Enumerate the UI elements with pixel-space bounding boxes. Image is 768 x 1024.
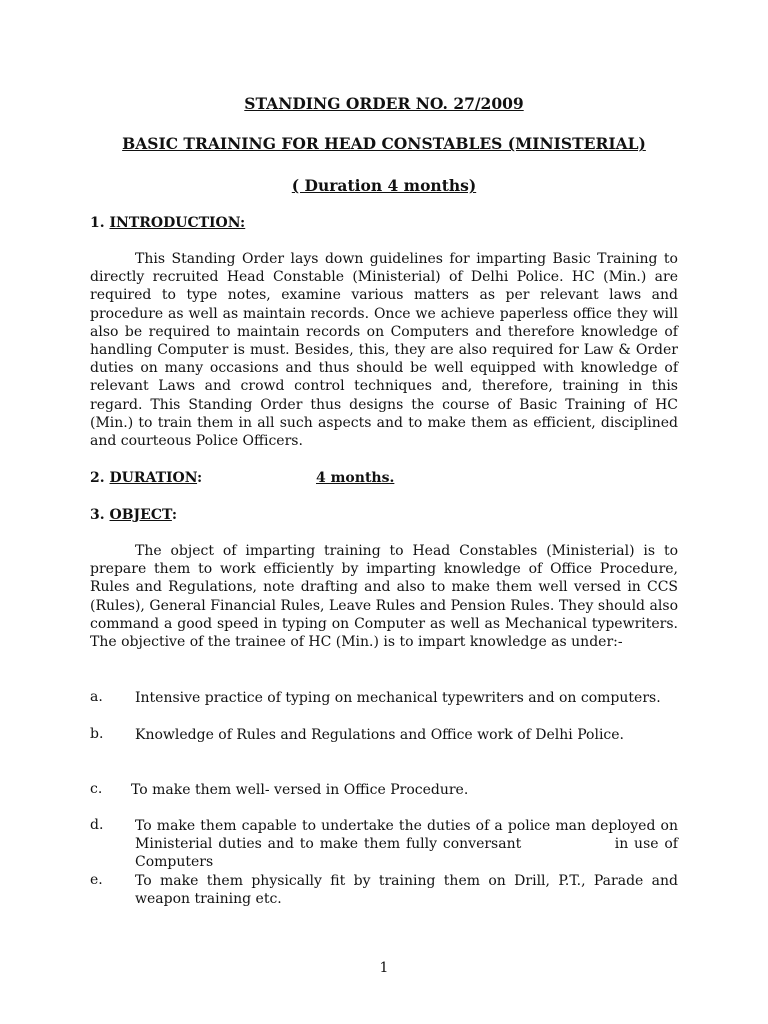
list-item-text: Knowledge of Rules and Regulations and Office work of Delhi Police. [135, 727, 625, 743]
list-item-letter: c. [90, 781, 103, 797]
section-heading-text: INTRODUCTION: [109, 215, 246, 231]
document-title: STANDING ORDER NO. 27/2009 [244, 94, 524, 113]
section-heading-text: DURATION [109, 470, 198, 486]
list-item-letter: e. [90, 872, 103, 888]
section-object-heading [90, 507, 177, 523]
document-subtitle: BASIC TRAINING FOR HEAD CONSTABLES (MINISTERIAL) [122, 134, 646, 153]
object-paragraph: The object of imparting training to Head Constables (Ministerial) is to prepare them to work efficiently by imparting knowledge of Office Procedure, Rules and Regulations, note drafting and also to make them well versed in CCS (Rules), General Financial Rules, Leave Rules and Pension Rules. They should also command a good speed in typing on Computer as well as Mechanical typewriters. The objective of the trainee of HC (Min.) is to impart knowledge as under:- [90, 543, 678, 651]
list-item-text: To make them physically fit by training them on Drill, P.T., Parade and weapon training etc. [135, 873, 678, 907]
page-number: 1 [379, 960, 389, 976]
list-item-letter: b. [90, 726, 104, 742]
duration-heading: ( Duration 4 months) [291, 176, 477, 195]
section-heading-colon: : [197, 470, 203, 486]
list-item-letter: a. [90, 689, 103, 705]
list-item-text: Intensive practice of typing on mechanical typewriters and on computers. [135, 690, 661, 706]
section-heading-text: OBJECT [109, 507, 172, 523]
list-item-text: To make them capable to undertake the duties of a police man deployed on Ministerial duties and to make them fully conversant in use of Computers [135, 818, 683, 870]
list-item-text: To make them well- versed in Office Procedure. [131, 782, 469, 798]
list-item-letter: d. [90, 817, 104, 833]
section-heading-colon: : [171, 507, 178, 523]
section-number: 2. [90, 470, 105, 486]
section-duration-heading [90, 470, 202, 486]
section-number: 3. [90, 507, 105, 523]
introduction-paragraph: This Standing Order lays down guidelines for imparting Basic Training to directly recruited Head Constable (Ministerial) of Delhi Police. HC (Min.) are required to type notes, examine various matters as per relevant laws and procedure as well as maintain records. Once we achieve paperless office they will also be required to maintain records on Computers and therefore knowledge of handling Computer is must. Besides, this, they are also required for Law & Order duties on many occasions and thus should be well equipped with knowledge of relevant Laws and crowd control techniques and, therefore, training in this regard. This Standing Order thus designs the course of Basic Training of HC (Min.) to train them in all such aspects and to make them as efficient, disciplined and courteous Police Officers. [90, 251, 678, 450]
duration-value: 4 months. [316, 470, 395, 486]
section-number: 1. [90, 215, 105, 231]
section-introduction-heading [90, 215, 245, 231]
